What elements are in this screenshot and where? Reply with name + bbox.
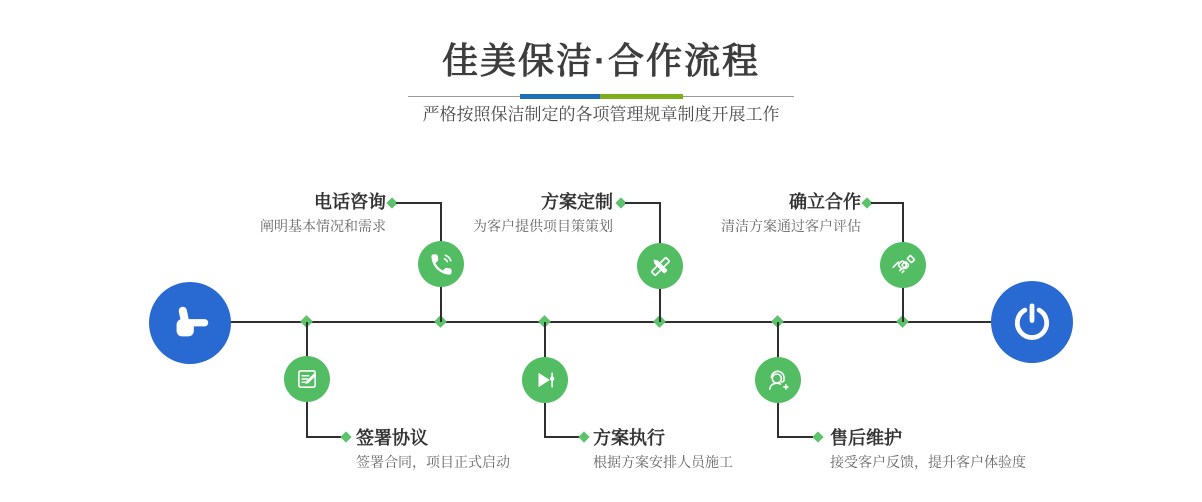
step-title: 售后维护: [830, 428, 902, 448]
timeline-start-node: [149, 282, 231, 364]
step-establish-coop-node: [880, 242, 926, 288]
step-establish-coop-text: [541, 191, 861, 235]
step-title: 方案执行: [593, 428, 665, 448]
connector-line: [440, 287, 442, 322]
step-title: 确立合作: [789, 192, 861, 212]
document-pen-icon: [294, 366, 320, 392]
pencil-ruler-icon: [647, 253, 674, 280]
timeline-line: [230, 321, 992, 323]
step-plan-custom-node: [637, 243, 683, 289]
step-desc: 根据方案安排人员施工: [593, 454, 733, 470]
title-divider: [408, 94, 794, 100]
step-title: 电话咨询: [314, 192, 386, 212]
connector-line: [544, 436, 580, 438]
step-title: 签署协议: [356, 428, 428, 448]
connector-line: [306, 436, 342, 438]
connector-line: [777, 403, 779, 438]
step-title: 方案定制: [541, 192, 613, 212]
divider-blue-segment: [520, 94, 600, 99]
step-desc: 为客户提供项目策策划: [473, 218, 613, 234]
step-desc: 签署合同，项目正式启动: [356, 454, 510, 470]
timeline-end-node: [991, 281, 1073, 363]
connector-line: [902, 288, 904, 322]
step-desc: 清洁方案通过客户评估: [721, 218, 861, 234]
connector-line: [777, 322, 779, 357]
connector-line: [544, 322, 546, 357]
step-marker-diamond: [340, 431, 351, 442]
play-slider-icon: [532, 367, 558, 393]
step-after-sales-text: [830, 427, 1150, 471]
step-desc: 阐明基本情况和需求: [260, 218, 386, 234]
page-title: 佳美保洁·合作流程: [442, 40, 760, 81]
step-sign-agreement-node: [284, 356, 330, 402]
pointing-hand-icon: [167, 300, 213, 346]
headset-person-icon: [765, 367, 792, 394]
step-plan-execution-node: [522, 357, 568, 403]
connector-line: [659, 289, 661, 322]
page-subtitle: 严格按照保洁制定的各项管理规章制度开展工作: [422, 105, 780, 124]
step-phone-consult-node: [418, 241, 464, 287]
connector-line: [871, 202, 903, 204]
connector-line: [902, 202, 904, 242]
connector-line: [306, 322, 308, 356]
divider-green-segment: [600, 94, 683, 99]
power-icon: [1010, 300, 1054, 344]
step-desc: 接受客户反馈，提升客户体验度: [830, 454, 1026, 470]
step-after-sales-node: [755, 357, 801, 403]
phone-icon: [428, 251, 455, 278]
connector-line: [306, 402, 308, 438]
connector-line: [777, 436, 814, 438]
connector-line: [544, 403, 546, 438]
handshake-icon: [889, 251, 917, 279]
